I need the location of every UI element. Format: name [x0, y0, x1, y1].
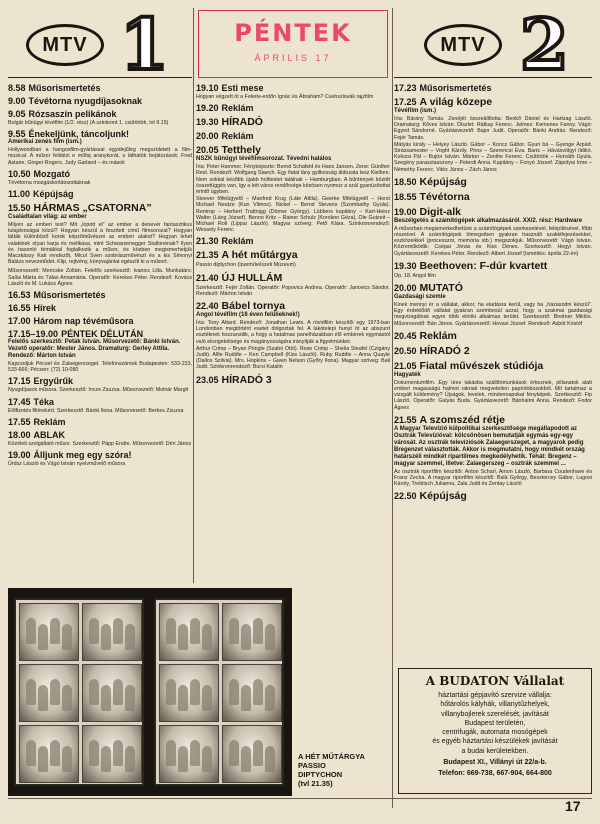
- relief-scene: [222, 725, 282, 783]
- relief-figure: [62, 685, 72, 711]
- program-item: [394, 260, 592, 279]
- relief-figure: [125, 685, 135, 711]
- relief-figure: [113, 679, 123, 705]
- relief-figure: [26, 679, 36, 705]
- program-header: [394, 176, 592, 188]
- program-time: 21.55: [394, 414, 417, 425]
- program-time: 20.00: [394, 283, 417, 294]
- relief-figure: [101, 685, 111, 711]
- program-description: A Magyar Televízió külpolitikai szerkesztősége megállapodott az Osztrák Televízióval: kölcsönösen bemutatják egymás egy-egy városát. Az osztrák televíziósok Zalaegerszeget, a magyarok pedig Bregenzet választották. Akkor is megmutatni, hogy mindkét ország határszéli mindkét ripartilmes megkedélyhetik. Tehát: Bregenz – magyar szemmel, illetve: Zalaegerszeg – osztrák szemmel ...: [394, 425, 585, 467]
- program-item: [196, 272, 390, 297]
- program-time: 23.05: [196, 374, 219, 385]
- program-header: [394, 282, 592, 294]
- program-item: [8, 303, 192, 313]
- program-description: Írta: Bárány Tamás. Zenéjét összeállította: Benkő Dániel és Hartzag László. Dramaturg: Kőves István. Díszlet: Rátkay Ferenc. Jelmez: Kemenes Fanny. Vágó: Egyed Sándorné. Gyártásvezető: Bajor Judit. Operatőr: Bánki András. Rendező: Fejér Tamás.: [394, 116, 592, 141]
- diptych-left-panel: [14, 598, 144, 786]
- program-time: 15.50: [8, 203, 31, 214]
- program-item: [196, 144, 390, 233]
- page-number: 17: [565, 798, 581, 814]
- program-header: [8, 169, 192, 179]
- program-time: 20.00: [196, 131, 219, 142]
- program-header: [394, 191, 592, 203]
- diptych-right-panel: [154, 598, 284, 786]
- relief-figure: [38, 624, 48, 650]
- program-title: Tetthely: [221, 144, 262, 157]
- program-time: 22.50: [394, 491, 417, 502]
- program-time: 21.30: [196, 236, 219, 247]
- program-item: [8, 329, 192, 373]
- program-description: Hagyaték: [394, 371, 421, 378]
- relief-figure: [166, 679, 176, 705]
- program-title: Reklám: [221, 131, 254, 142]
- program-time: 10.50: [8, 168, 31, 179]
- relief-figure: [125, 624, 135, 650]
- ad-line: centrifugák, automata mosógépek: [442, 729, 548, 737]
- relief-scene: [19, 725, 79, 783]
- program-header: [394, 96, 592, 108]
- relief-figure: [26, 618, 36, 644]
- program-header: [196, 83, 390, 93]
- program-description: Írta: Tony Attard. Rendező: Jonathan Lewis. A rövidfilm készítői egy 1973-ban Londonban megtörtént esetet dolgoztak fel. A lakótelepi hunyt öt az abszurd esztéknek hozzanstlik, a hogy a hatalmas panelházakban élő emberek egymástól való elszigeteltsége és magányosságára irányítják a figyelmünket.: [196, 320, 390, 345]
- program-header: [8, 329, 192, 339]
- program-item: [196, 374, 390, 386]
- program-item: [394, 345, 592, 357]
- program-title: Beethoven: F-dúr kvartett: [419, 259, 548, 272]
- relief-figure: [202, 624, 212, 650]
- relief-figure: [265, 746, 275, 772]
- program-title: HÍRADÓ 2: [419, 344, 470, 357]
- relief-figure: [62, 624, 72, 650]
- program-description: Op. 18. Angol film: [394, 272, 436, 279]
- program-item: [196, 249, 390, 268]
- relief-figure: [265, 624, 275, 650]
- program-time: 9.55: [8, 129, 26, 140]
- program-item: [394, 96, 592, 173]
- program-time: 17.25: [394, 97, 417, 107]
- program-item: [8, 450, 192, 467]
- program-description: Dokumentumfilm. Egy üres lakásba szállítómunkások érkeznek, pillanatok alatt emberi magasságú halmot raknak megvetetlen papírdobozokból. Mit tartalmaz a vizsgált küldemény? Újságok, levelek, mindennapokat fényképek. Szerkesztő: Fip László. Operatőr: Gulyás Buda. Gyártásvezető: Bánhalmi Anna. Rendező: Fodor Ágnes: [394, 379, 592, 411]
- program-header: [394, 360, 592, 372]
- program-title: Esti mese: [221, 83, 264, 93]
- program-item: [394, 176, 592, 188]
- program-item: [8, 109, 192, 126]
- program-item: [394, 282, 592, 327]
- program-description: Bolgár bűnügyi tévéfilm (1/2. rész) (A szinkront 1. csütörtök, tvt 9.15): [8, 120, 169, 126]
- program-item: [8, 316, 192, 326]
- program-description: Angol tévéfilm (16 éven felülieknek!): [196, 312, 300, 319]
- program-time: 17.15: [8, 376, 31, 387]
- program-header: [8, 96, 192, 106]
- program-item: [8, 202, 192, 265]
- relief-figure: [26, 740, 36, 766]
- relief-figure: [113, 618, 123, 644]
- program-header: [394, 345, 592, 357]
- program-item: [196, 83, 390, 100]
- program-description: Passio diptychon (Iparművészeti Múzeum): [196, 262, 296, 269]
- program-description: Az osztrák riportfilm készítői: Anton Scharl, Amon László, Barbara Coudenhave és Franz Zecha. A magyar riportfilm készítői: Balá György, Besztercey Gábor, Lugosi Károly, Trebitsch Julianna, Zala Judit és Zentay László: [394, 468, 592, 488]
- caption-line: DIPTYCHON: [298, 770, 343, 779]
- program-description: Hogyan végzett öt a Fekete-erdőn Ignác és Ábrahám? Csehszlovák rajzfilm: [196, 94, 374, 100]
- program-item: [8, 430, 192, 447]
- program-time: 19.00: [8, 450, 31, 461]
- ad-address: Budapest XI., Villányi út 22/a-b.: [443, 759, 547, 767]
- program-header: [196, 236, 390, 246]
- relief-figure: [166, 618, 176, 644]
- caption-line: (tvl 21.35): [298, 779, 333, 788]
- program-item: [8, 169, 192, 186]
- column-divider: [392, 8, 393, 808]
- channel1-column: [8, 10, 192, 586]
- ad-line: villanybojlerek szerelését, javítását: [441, 710, 549, 718]
- caption-line: A HÉT MŰTÁRGYA: [298, 752, 365, 761]
- program-header: [196, 144, 390, 156]
- program-item: [8, 129, 192, 166]
- relief-figure: [89, 618, 99, 644]
- program-item: [394, 191, 592, 203]
- relief-figure: [253, 618, 263, 644]
- program-item: [8, 376, 192, 393]
- relief-scene: [159, 725, 219, 783]
- program-title: Műsorismertetés: [419, 83, 492, 93]
- program-time: 19.30: [394, 260, 417, 271]
- ad-body: [403, 691, 587, 756]
- program-header: [8, 397, 192, 407]
- bottom-rule: [8, 798, 592, 799]
- program-time: 16.53: [8, 290, 31, 301]
- program-time: 19.10: [196, 83, 219, 93]
- program-header: [8, 316, 192, 326]
- program-time: 21.05: [394, 360, 417, 371]
- program-time: 19.30: [196, 117, 219, 128]
- ad-phone: Telefon: 669-738, 667-904, 664-800: [438, 770, 552, 778]
- program-time: 18.55: [394, 191, 417, 202]
- program-header: [8, 290, 192, 300]
- program-item: [8, 417, 192, 427]
- program-description: Beszélgetés a számítógépek alkalmazásáról. XX/2. rész: Hardware: [394, 217, 583, 224]
- program-header: [394, 260, 592, 272]
- program-description: Tévéfilm (ism.): [394, 108, 437, 114]
- relief-figure: [229, 740, 239, 766]
- program-header: [196, 249, 390, 261]
- relief-figure: [113, 740, 123, 766]
- program-description: Stoever főfelügyelő – Manfred Krug (Láte Attila). Geerke főfelügyelő – Horst Michael Neutze (Kun Vilmos). Nickel – Bernd Stevens (Szombathy Gyula). Rentrop – Herbert Trattnigg (Dörner György). Lübbers kapitány – Karl-Heinz Walter (Láng József). Benno Kritz – Rainer Schulz (Korokno Géza), Ole Gutzeit – Michael Roll (Lippai László). Magyar szöveg: Pető Klára. Szinkronrendező: Wessely Ferenc: [196, 196, 390, 234]
- relief-figure: [89, 679, 99, 705]
- program-description: Amerikai zenés film (ism.): [8, 139, 82, 146]
- program-description: Műsorvezető: Mericske Zoltán. Felelős szerkesztő: Ivanics Lilla. Munkatárs: Sallai Márta és Tálas Annamária. Operatőr: Kerekes Péter. Rendező: Kovács László és M. Lukács Ágnes: [8, 268, 192, 287]
- program-title: HÍRADÓ: [221, 116, 263, 129]
- relief-figure: [50, 740, 60, 766]
- ad-line: Budapest területén,: [464, 719, 526, 727]
- program-title: Képújság: [33, 189, 74, 200]
- program-item: [394, 330, 592, 342]
- program-header: [394, 206, 592, 218]
- relief-figure: [178, 685, 188, 711]
- program-header: [8, 417, 192, 427]
- relief-figure: [190, 618, 200, 644]
- program-item: [196, 131, 390, 141]
- program-title: Bábel tornya: [221, 300, 286, 313]
- program-item: [8, 189, 192, 199]
- program-item: [394, 490, 592, 502]
- program-title: Reklám: [33, 416, 66, 427]
- mtv-logo: MTV: [26, 24, 104, 66]
- program-description: Ürdsz László és Vágó István nyelvművelő műsora: [8, 461, 126, 468]
- program-title: Tévétorna nyugdíjasoknak: [28, 96, 143, 106]
- relief-figure: [202, 685, 212, 711]
- program-description: Gazdasági szemle: [394, 294, 446, 301]
- channel2-logo: [394, 10, 592, 86]
- program-title: A szomszéd rétje: [419, 413, 505, 426]
- program-item: [394, 414, 592, 488]
- caption-line: PASSIO: [298, 761, 326, 770]
- ad-line: háztartási gépjavító szervize vállalja:: [438, 692, 552, 699]
- relief-scene: [19, 603, 79, 661]
- program-item: [394, 360, 592, 411]
- program-title: ABLAK: [33, 429, 66, 440]
- program-description: Hollywoodban a hangosfilm-gyártással egyidejűleg megszületett a film-musical. A műsor felidézi e műfaj aranykorát, s láthatók bejátszások: Fred Astaire, Ginger Rogers, Judy Garland – és mások: [8, 147, 192, 166]
- program-time: 9.00: [8, 96, 26, 106]
- day-column: [196, 10, 390, 586]
- channel2-program-list: [394, 83, 592, 502]
- program-title: Énekeljünk, táncoljunk!: [28, 129, 130, 140]
- relief-scene: [222, 664, 282, 722]
- program-description: NSZK bűnügyi tévéfilmsorozat. Tévedni halálos: [196, 156, 332, 163]
- ad-line: hőtárolós kályhák, villanytűzhelyek,: [440, 701, 550, 709]
- program-time: 18.50: [394, 176, 417, 187]
- relief-figure: [190, 740, 200, 766]
- column-divider: [193, 8, 194, 583]
- program-item: [196, 116, 390, 128]
- channel1-program-list: [8, 83, 192, 467]
- program-header: [8, 129, 192, 139]
- program-description: Közéleti szolgáltató műsor. Szerkesztő: Pápp Endre. Műsorvezető: Déri János: [8, 440, 192, 447]
- program-title: Tévétorna: [419, 190, 470, 203]
- program-description: Írta: Peter Hammer. Fényképezte: Bernd Schafeld és Hans Jansen. Zene: Günther Rest. Rendező: Wolfgang Staech. Egy fiatal lány gyilkosság áldozata lesz Kielben. Nem sokkal később újabb holttestet találnak – Hamburgban. A bűntények között összefüggés van, így a két város rendőrsége közösen nyomoz a szál gyanúsítottat érintő ügyben.: [196, 164, 390, 196]
- relief-figure: [229, 679, 239, 705]
- program-header: [8, 202, 192, 214]
- program-time: 21.35: [196, 250, 219, 261]
- program-time: 8.58: [8, 83, 26, 93]
- mtv-logo: MTV: [424, 24, 502, 66]
- program-title: Téka: [33, 396, 55, 407]
- program-header: [394, 414, 592, 426]
- program-item: [196, 300, 390, 371]
- program-title: HÍRADÓ 3: [221, 373, 272, 386]
- day-header: [198, 10, 388, 78]
- program-time: 17.23: [394, 83, 417, 93]
- program-description: Felelős szerkesztő: Peták István. Műsorvezető: Bánki István. Vezető operatőr: Mester János. Dramaturg: Gerley Attila. Rendező: Márton István: [8, 339, 181, 360]
- ad-title: A BUDATON Vállalat: [425, 674, 565, 688]
- program-title: Digit-alk: [419, 205, 461, 218]
- day-program-list: [196, 83, 390, 386]
- relief-figure: [265, 685, 275, 711]
- program-description: Tévétorna mozgáskorlátozottaknak: [8, 179, 91, 186]
- relief-figure: [38, 685, 48, 711]
- program-description: Kinek mennyi ér a vállalat, akkor, ha eladásra kerül, vagy ha „házasodni készül”. Egy érdeklődő vállalat gyakran szembesül azzal, hogy a szakmai gazdasági megvizsgálnak egyre több elnöki alkalmas terület. Szerkesztő: Breitner Miklós. Műsorvezető: Bán János. Gyártásvezető: Hovasi József. Rendező: Asbót Kristóf: [394, 302, 592, 327]
- relief-figure: [125, 746, 135, 772]
- relief-figure: [178, 746, 188, 772]
- program-title: Képújság: [419, 490, 467, 503]
- relief-scene: [222, 603, 282, 661]
- program-title: Műsorismertetés: [33, 290, 106, 301]
- program-time: 19.00: [394, 206, 417, 217]
- program-title: ÚJ HULLÁM: [221, 271, 283, 284]
- relief-scene: [159, 603, 219, 661]
- program-header: [196, 116, 390, 128]
- relief-figure: [38, 746, 48, 772]
- program-header: [8, 430, 192, 440]
- program-time: 17.55: [8, 416, 31, 427]
- day-name: PÉNTEK: [234, 19, 352, 47]
- program-header: [394, 330, 592, 342]
- photo-caption: [298, 752, 390, 788]
- program-description: Előfizetés fillérekért. Szerkesztő: Bánki Ilona. Műsorvezető: Berkes Zsuzsa: [8, 407, 184, 414]
- program-header: [196, 103, 390, 113]
- program-time: 19.20: [196, 103, 219, 114]
- relief-figure: [229, 618, 239, 644]
- relief-figure: [166, 740, 176, 766]
- program-time: 17.00: [8, 316, 31, 327]
- program-item: [394, 206, 592, 257]
- program-title: Ergyűrűk: [33, 376, 74, 387]
- program-time: 17.45: [8, 396, 31, 407]
- program-item: [196, 236, 390, 246]
- program-title: Hírek: [33, 303, 57, 314]
- program-header: [196, 374, 390, 386]
- channel1-logo: [8, 10, 192, 86]
- program-title: Három nap tévéműsora: [33, 316, 134, 327]
- program-title: Reklám: [419, 329, 457, 342]
- relief-figure: [101, 746, 111, 772]
- channel-number: 1: [120, 10, 169, 86]
- program-title: Fiatal művészek stúdiója: [419, 359, 544, 372]
- program-header: [196, 272, 390, 284]
- program-title: PÉNTEK DÉLUTÁN: [61, 329, 144, 340]
- program-title: A hét műtárgya: [221, 249, 298, 262]
- program-time: 20.45: [394, 330, 417, 341]
- program-time: 20.50: [394, 345, 417, 356]
- program-header: [196, 131, 390, 141]
- relief-figure: [241, 624, 251, 650]
- program-time: 17.15–19.00: [8, 329, 59, 340]
- program-header: [394, 490, 592, 502]
- program-header: [8, 450, 192, 460]
- channel2-column: [394, 10, 592, 586]
- relief-scene: [82, 664, 142, 722]
- program-header: [196, 300, 390, 312]
- ad-line: és egyéb háztartási készülékek javítását: [432, 738, 558, 746]
- relief-figure: [101, 624, 111, 650]
- relief-figure: [50, 618, 60, 644]
- program-description: A műsorban megismerkedhetünk a számítógépek szerkezetével, felépítésével, főbb részeivel. A számítógépek tömegeiben gyakran használt szakkifejezésekkel, eszközeikkel (processzor, memória stb.) megszokjuk. Műsorvezető: Vágó István. Közreműködik: Csépai Jónás és Kiss Dénes. Szerkesztő: Hegyi István. Gyártásvezető: Kerekes Péter. Rendező: Albert József (Ismétlés: április 22-én): [394, 225, 592, 257]
- program-time: 21.40: [196, 272, 219, 283]
- relief-scene: [82, 603, 142, 661]
- relief-figure: [62, 746, 72, 772]
- program-title: Mozgató: [33, 168, 71, 179]
- program-item: [8, 268, 192, 287]
- program-header: [8, 109, 192, 119]
- relief-figure: [190, 679, 200, 705]
- program-description: Családtalan világ: az ember: [8, 214, 87, 221]
- relief-figure: [253, 679, 263, 705]
- program-item: [8, 290, 192, 300]
- program-description: Mátyás király – Helyey László. Gábor – Koncz Gábor. Gyuri bá – Gyenge Árpád. Strázsamester – Voght Károly. Piros – Szerencsi Éva. Baris – Hávásvölgyi Ildikó. Kolozsi Pál – Bujtor István. Márton – Zenthe Ferenc. Csütörtök – Horváth Gyula. Szegény parasztasszony – Peterdi Anna. Kapitány – Fonyó József. Zápolyai Imre – Némethy Ferenc. Vitéz János – Zách János: [394, 141, 592, 173]
- program-header: [8, 189, 192, 199]
- relief-figure: [50, 679, 60, 705]
- program-item: [8, 96, 192, 106]
- program-title: A világ közepe: [419, 96, 493, 108]
- program-time: 11.00: [8, 189, 31, 200]
- program-header: [8, 303, 192, 313]
- program-item: [8, 397, 192, 414]
- program-time: 22.40: [196, 301, 219, 312]
- program-time: 9.05: [8, 109, 26, 119]
- relief-scene: [159, 664, 219, 722]
- relief-figure: [241, 746, 251, 772]
- program-title: MUTATÓ: [419, 282, 463, 295]
- diptych-photo: [8, 588, 292, 796]
- program-description: Szerkesztő: Fejér Zoltán. Operatőr: Popovics Andrea. Operatőr: Janovics Sándor. Rendező: Márton István: [196, 284, 390, 297]
- relief-scene: [82, 725, 142, 783]
- program-title: Reklám: [221, 236, 254, 247]
- program-description: Kapcsoljuk Pécset és Zalaegerszeget. Telefonszámok Budapesten: 533-233, 533-666; Pécsen: (72) 10-080: [8, 361, 192, 374]
- ad-line: a budai kerületekben.: [461, 747, 529, 755]
- relief-figure: [178, 624, 188, 650]
- program-title: Reklám: [221, 103, 254, 114]
- relief-figure: [89, 740, 99, 766]
- program-title: Álljunk meg egy szóra!: [33, 450, 132, 461]
- relief-figure: [253, 740, 263, 766]
- day-date: ÁPRILIS 17: [254, 53, 332, 63]
- relief-figure: [241, 685, 251, 711]
- program-item: [196, 103, 390, 113]
- program-time: 16.55: [8, 303, 31, 314]
- program-description: Nyugdíjasok műsora. Szerkesztő: Incze Zsuzsa. Műsorvezető: Molnár Margit: [8, 387, 189, 394]
- relief-figure: [202, 746, 212, 772]
- program-description: Arthur Crimp – Bryan Pringle (Szabó Ottó). Rose Crimp – Sheila Steafel (Czigány Judit). Alfie Ruddle – Ken Campbell (Kiss László). Ruby Ruddle – Anna Quayle (Dallos Szilvia). Mrs. Hopkins – Gwen Nelson (Győry Ilona). Magyar szöveg: Bali Judit. Szinkronrendező: Bursi Katalin: [196, 345, 390, 371]
- program-time: 18.00: [8, 429, 31, 440]
- program-title: Rózsaszín pelikánok: [28, 109, 117, 119]
- budaton-advertisement: [398, 668, 592, 794]
- relief-scene: [19, 664, 79, 722]
- program-title: HÁRMAS „CSATORNA”: [33, 202, 152, 215]
- program-title: Képújság: [419, 175, 467, 188]
- program-header: [8, 376, 192, 386]
- program-time: 20.05: [196, 145, 219, 156]
- program-title: Műsorismertetés: [28, 83, 101, 93]
- channel-number: 2: [520, 10, 569, 86]
- program-description: Milyen az emberi test? Mit „lopott el” az ember a denevér fantasztikus tulajdonságai közül? Hogyan készül a feszített című filmsorozat? Hogyan látták különböző korok képzőművészei az emberi alakot? Hogyan lehet valakinek olyan karja és mellkasa, mint Schwarzenegger Stallonénak? Ilyen és hasonló témákkal foglalkozik a műsor, és közben megismerhetjük Macskássy Kati rendezőt, Micul Sven szobrászművészt és a kis Simonyi Balázs nevezetűdet. Klip, rejtvény, könyvajánlat egészíti ki a műsort.: [8, 222, 192, 266]
